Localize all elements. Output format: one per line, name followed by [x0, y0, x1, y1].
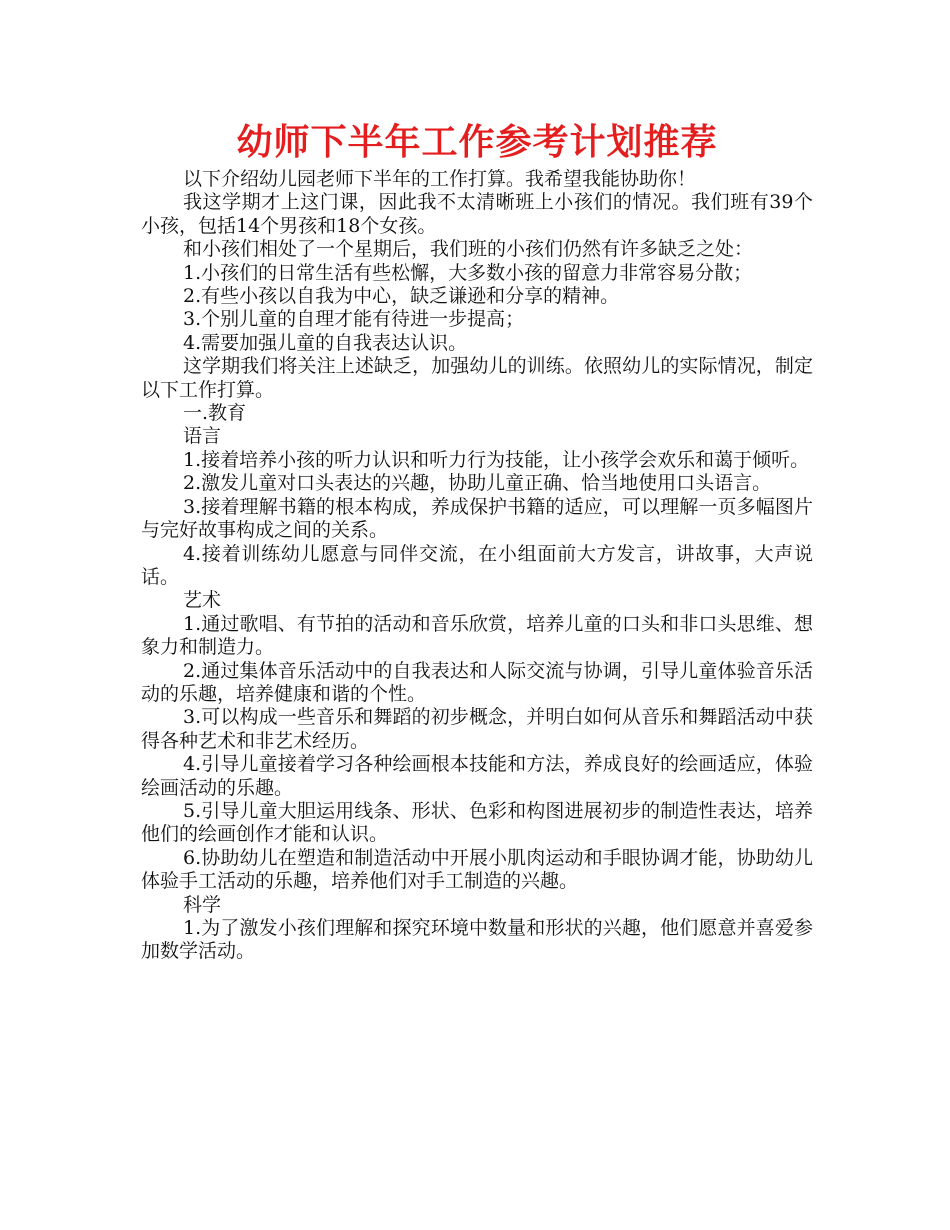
- intro-paragraph: 以下介绍幼儿园老师下半年的工作打算。我希望我能协助你！: [183, 168, 697, 190]
- class-info-paragraph: 我这学期才上这门课，因此我不太清晰班上小孩们的情况。我们班有39个小孩，包括14个男孩和18个女孩。: [141, 191, 813, 237]
- section-heading-education: 一.教育: [183, 402, 247, 425]
- art-item-1: 1.通过歌唱、有节拍的活动和音乐欣赏，培养儿童的口头和非口头思维、想象力和制造力。: [141, 612, 813, 659]
- shortcoming-item-2: 2.有些小孩以自我为中心，缺乏谦逊和分享的精神。: [183, 285, 620, 308]
- language-item-4: 4.接着训练幼儿愿意与同伴交流，在小组面前大方发言，讲故事，大声说话。: [141, 542, 813, 588]
- art-item-4: 4.引导儿童接着学习各种绘画根本技能和方法，养成良好的绘画适应，体验绘画活动的乐趣。: [141, 753, 813, 799]
- language-item-3: 3.接着理解书籍的根本构成，养成保护书籍的适应，可以理解一页多幅图片与完好故事构成之间的关系。: [141, 495, 813, 542]
- language-item-2: 2.激发儿童对口头表达的兴趣，协助儿童正确、恰当地使用口头语言。: [183, 472, 772, 495]
- document-body: [141, 168, 813, 964]
- document-page: [141, 118, 813, 964]
- language-item-1: 1.接着培养小孩的听力认识和听力行为技能，让小孩学会欢乐和蔼于倾听。: [183, 448, 810, 471]
- subsection-heading-language: 语言: [183, 425, 222, 448]
- shortcoming-item-3: 3.个别儿童的自理才能有待进一步提高；: [183, 308, 525, 331]
- art-item-3: 3.可以构成一些音乐和舞蹈的初步概念，并明白如何从音乐和舞蹈活动中获得各种艺术和非艺术经历。: [141, 706, 813, 752]
- science-item-1: 1.为了激发小孩们理解和探究环境中数量和形状的兴趣，他们愿意并喜爱参加数学活动。: [141, 917, 813, 963]
- shortcomings-intro-paragraph: 和小孩们相处了一个星期后，我们班的小孩们仍然有许多缺乏之处：: [183, 238, 754, 261]
- art-item-2: 2.通过集体音乐活动中的自我表达和人际交流与协调，引导儿童体验音乐活动的乐趣，培养健康和谐的个性。: [141, 659, 813, 705]
- art-item-5: 5.引导儿童大胆运用线条、形状、色彩和构图进展初步的制造性表达，培养他们的绘画创作才能和认识。: [141, 799, 813, 846]
- plan-intro-paragraph: 这学期我们将关注上述缺乏，加强幼儿的训练。依照幼儿的实际情况，制定以下工作打算。: [141, 355, 813, 401]
- document-title: 幼师下半年工作参考计划推荐: [236, 122, 718, 163]
- shortcoming-item-1: 1.小孩们的日常生活有些松懈，大多数小孩的留意力非常容易分散；: [183, 261, 753, 284]
- subsection-heading-art: 艺术: [183, 589, 222, 612]
- shortcoming-item-4: 4.需要加强儿童的自我表达认识。: [183, 331, 468, 354]
- art-item-6: 6.协助幼儿在塑造和制造活动中开展小肌肉运动和手眼协调才能，协助幼儿体验手工活动的乐趣，培养他们对手工制造的兴趣。: [141, 846, 813, 893]
- subsection-heading-science: 科学: [183, 893, 222, 916]
